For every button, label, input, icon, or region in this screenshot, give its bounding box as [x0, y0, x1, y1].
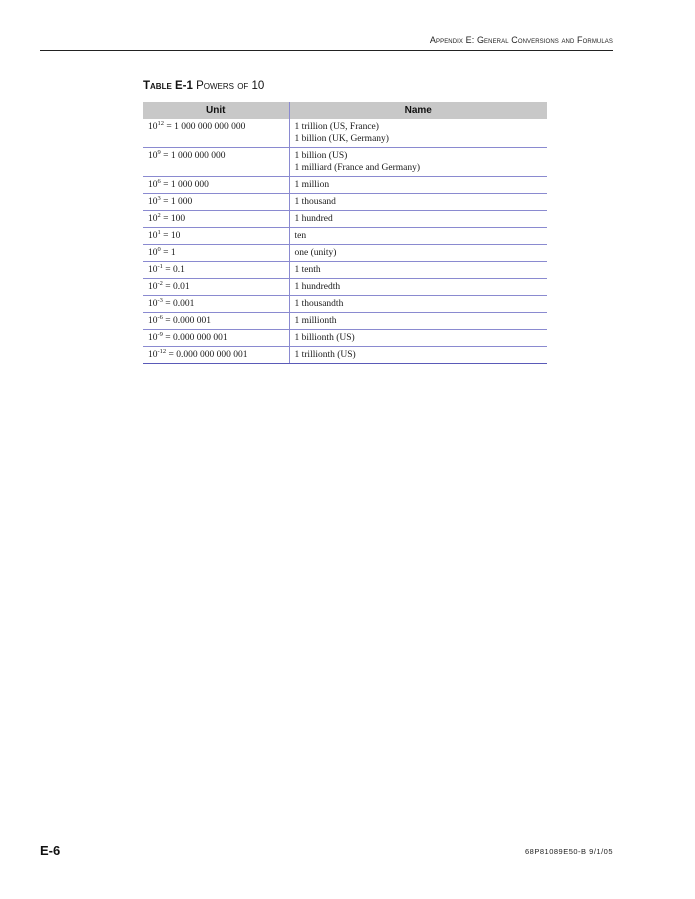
unit-value: = 0.01 [162, 282, 190, 292]
unit-cell [143, 296, 289, 313]
column-header-name: Name [289, 102, 547, 119]
unit-base: 10 [148, 151, 158, 161]
unit-base: 10 [148, 299, 158, 309]
unit-value: = 0.000 000 001 [162, 333, 228, 343]
name-cell [289, 279, 547, 296]
name-cell [289, 148, 547, 177]
unit-exponent: 6 [157, 178, 161, 185]
table-row [143, 148, 547, 177]
unit-cell [143, 262, 289, 279]
table-row [143, 194, 547, 211]
unit-base: 10 [148, 350, 158, 360]
unit-value: = 0.000 001 [162, 316, 212, 326]
unit-value: = 1 000 [160, 197, 193, 207]
unit-value: = 1 [160, 248, 176, 258]
unit-exponent: 9 [157, 149, 161, 156]
unit-base: 10 [148, 282, 158, 292]
unit-base: 10 [148, 122, 158, 132]
document-id: 68P81089E50-B 9/1/05 [525, 847, 613, 856]
table-row [143, 177, 547, 194]
column-header-unit: Unit [143, 102, 289, 119]
page-number: E-6 [40, 843, 61, 858]
name-line-secondary: 1 billion (UK, Germany) [294, 134, 389, 144]
name-line: 1 billionth (US) [294, 333, 355, 343]
name-line: 1 tenth [294, 265, 321, 275]
unit-exponent: -12 [157, 348, 167, 355]
unit-base: 10 [148, 333, 158, 343]
name-cell [289, 347, 547, 364]
unit-cell [143, 177, 289, 194]
unit-exponent: 1 [157, 229, 161, 236]
unit-exponent: -2 [157, 280, 163, 287]
unit-value: = 10 [160, 231, 181, 241]
unit-base: 10 [148, 197, 158, 207]
powers-of-ten-table [143, 102, 547, 364]
unit-value: = 0.1 [162, 265, 185, 275]
unit-value: = 1 000 000 [160, 180, 209, 190]
unit-cell [143, 194, 289, 211]
table-row [143, 330, 547, 347]
name-cell [289, 262, 547, 279]
name-cell [289, 330, 547, 347]
table-body [143, 119, 547, 364]
unit-value: = 0.001 [162, 299, 195, 309]
name-line: one (unity) [294, 248, 337, 258]
table-caption-title: Powers of 10 [196, 80, 265, 92]
name-line: 1 trillion (US, France) [294, 122, 379, 132]
unit-cell [143, 211, 289, 228]
name-line: 1 billion (US) [294, 151, 348, 161]
unit-value: = 0.000 000 000 001 [166, 350, 248, 360]
name-line: 1 thousandth [294, 299, 344, 309]
unit-cell [143, 347, 289, 364]
name-cell [289, 177, 547, 194]
unit-base: 10 [148, 231, 158, 241]
unit-value: = 1 000 000 000 [160, 151, 226, 161]
unit-value: = 1 000 000 000 000 [164, 122, 246, 132]
header-rule [40, 50, 613, 51]
name-cell [289, 119, 547, 148]
unit-cell [143, 330, 289, 347]
unit-cell [143, 148, 289, 177]
unit-exponent: -9 [157, 331, 163, 338]
name-cell [289, 194, 547, 211]
unit-cell [143, 228, 289, 245]
unit-exponent: -1 [157, 263, 163, 270]
name-cell [289, 245, 547, 262]
table-row [143, 296, 547, 313]
name-line: 1 trillionth (US) [294, 350, 356, 360]
unit-base: 10 [148, 248, 158, 258]
name-line: 1 hundredth [294, 282, 341, 292]
name-cell [289, 211, 547, 228]
table-row [143, 228, 547, 245]
unit-exponent: 3 [157, 195, 161, 202]
name-line: 1 thousand [294, 197, 336, 207]
name-line: ten [294, 231, 307, 241]
unit-base: 10 [148, 265, 158, 275]
unit-cell [143, 119, 289, 148]
table-row [143, 347, 547, 364]
name-cell [289, 313, 547, 330]
running-header: Appendix E: General Conversions and Formulas [429, 35, 613, 45]
unit-cell [143, 245, 289, 262]
name-line-secondary: 1 milliard (France and Germany) [294, 163, 421, 173]
unit-exponent: 2 [157, 212, 161, 219]
unit-cell [143, 313, 289, 330]
unit-exponent: 12 [157, 120, 164, 127]
table-header-row [143, 102, 547, 119]
unit-base: 10 [148, 180, 158, 190]
name-line: 1 hundred [294, 214, 333, 224]
table-row [143, 262, 547, 279]
name-line: 1 million [294, 180, 330, 190]
table-row [143, 313, 547, 330]
unit-exponent: -3 [157, 297, 163, 304]
unit-base: 10 [148, 316, 158, 326]
unit-exponent: -6 [157, 314, 163, 321]
table-row [143, 279, 547, 296]
name-cell [289, 296, 547, 313]
unit-base: 10 [148, 214, 158, 224]
name-line: 1 millionth [294, 316, 337, 326]
table-row [143, 245, 547, 262]
table-row [143, 211, 547, 228]
table-row [143, 119, 547, 148]
unit-exponent: 0 [157, 246, 161, 253]
table-caption-number: Table E-1 [143, 80, 193, 92]
unit-cell [143, 279, 289, 296]
name-cell [289, 228, 547, 245]
table-caption [143, 80, 264, 92]
unit-value: = 100 [160, 214, 186, 224]
